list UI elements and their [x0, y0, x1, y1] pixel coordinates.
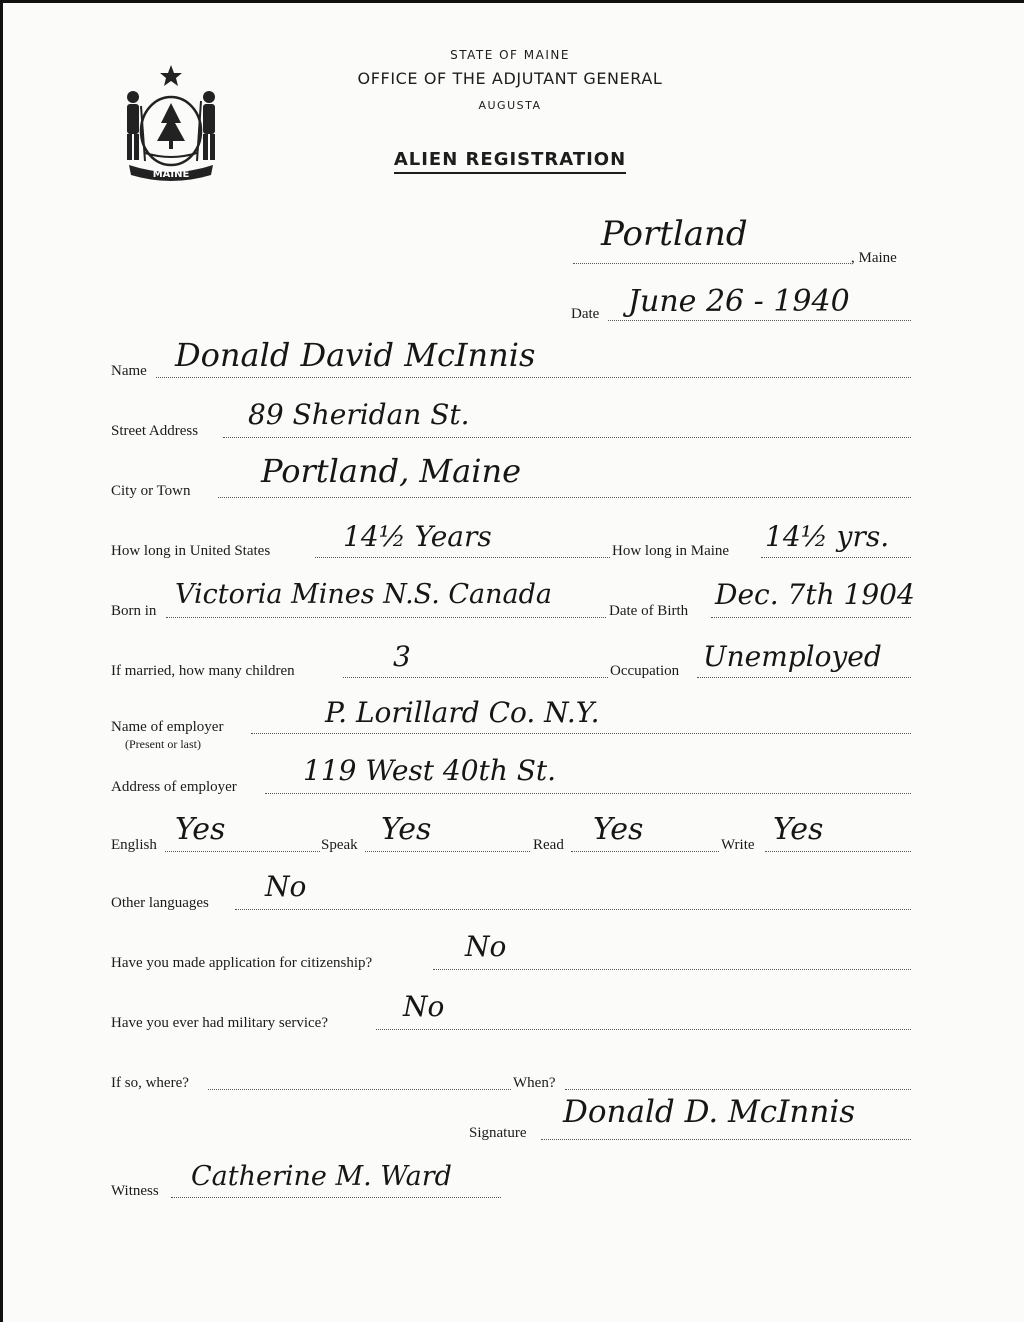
english-label: English: [111, 837, 157, 853]
military-line: [376, 1029, 911, 1030]
children-value: 3: [393, 640, 411, 673]
when-label: When?: [513, 1075, 556, 1091]
name-value: Donald David McInnis: [175, 336, 536, 374]
write-line: [765, 851, 911, 852]
date-label: Date: [571, 306, 600, 322]
street-label: Street Address: [111, 423, 199, 439]
employer-value: P. Lorillard Co. N.Y.: [325, 696, 600, 729]
occupation-line: [697, 677, 911, 678]
form-title: ALIEN REGISTRATION: [394, 149, 626, 174]
english-value: Yes: [175, 812, 226, 847]
signature-value: Donald D. McInnis: [563, 1094, 856, 1130]
read-line: [571, 851, 719, 852]
header-office: OFFICE OF THE ADJUTANT GENERAL: [357, 69, 663, 88]
city-label: City or Town: [111, 483, 191, 499]
signature-line: [541, 1139, 911, 1140]
how-long-us-line: [315, 557, 610, 558]
how-long-maine-label: How long in Maine: [612, 543, 730, 559]
citizenship-value: No: [465, 930, 507, 963]
born-in-value: Victoria Mines N.S. Canada: [175, 579, 552, 610]
born-in-label: Born in: [111, 603, 157, 619]
how-long-maine-value: 14½ yrs.: [765, 520, 890, 553]
children-line: [343, 677, 608, 678]
dob-value: Dec. 7th 1904: [715, 578, 915, 611]
name-label: Name: [111, 363, 147, 379]
other-languages-label: Other languages: [111, 895, 209, 911]
city-value: Portland, Maine: [261, 452, 522, 490]
date-value: June 26 - 1940: [628, 284, 850, 319]
employer-label: Name of employer: [111, 719, 224, 735]
employer-address-value: 119 West 40th St.: [303, 754, 557, 787]
employer-address-label: Address of employer: [111, 779, 237, 795]
header-city: AUGUSTA: [478, 99, 542, 112]
when-line: [565, 1089, 911, 1090]
children-label: If married, how many children: [111, 663, 295, 679]
witness-line: [171, 1197, 501, 1198]
witness-value: Catherine M. Ward: [191, 1161, 452, 1192]
other-languages-line: [235, 909, 911, 910]
how-long-us-label: How long in United States: [111, 543, 271, 559]
name-line: [156, 377, 911, 378]
employer-line: [251, 733, 911, 734]
place-value: Portland: [601, 214, 748, 254]
city-line: [218, 497, 911, 498]
dob-line: [711, 617, 911, 618]
header-state: STATE OF MAINE: [450, 48, 570, 62]
speak-value: Yes: [381, 812, 432, 847]
write-value: Yes: [773, 812, 824, 847]
signature-label: Signature: [469, 1125, 527, 1141]
street-value: 89 Sheridan St.: [248, 398, 470, 431]
employer-address-line: [265, 793, 911, 794]
dob-label: Date of Birth: [609, 603, 689, 619]
maine-label: , Maine: [851, 250, 897, 266]
speak-line: [365, 851, 530, 852]
military-label: Have you ever had military service?: [111, 1015, 328, 1031]
street-line: [223, 437, 911, 438]
how-long-us-value: 14½ Years: [343, 520, 492, 553]
citizenship-line: [433, 969, 911, 970]
if-so-where-line: [208, 1089, 511, 1090]
date-line: [608, 320, 911, 321]
employer-sublabel: (Present or last): [125, 737, 201, 751]
other-languages-value: No: [265, 870, 307, 903]
place-line: [573, 263, 851, 264]
military-value: No: [403, 990, 445, 1023]
witness-label: Witness: [111, 1183, 159, 1199]
speak-label: Speak: [321, 837, 358, 853]
citizenship-label: Have you made application for citizenship?: [111, 955, 373, 971]
how-long-maine-line: [761, 557, 911, 558]
if-so-where-label: If so, where?: [111, 1075, 189, 1091]
occupation-label: Occupation: [610, 663, 680, 679]
write-label: Write: [721, 837, 755, 853]
born-in-line: [166, 617, 606, 618]
english-line: [165, 851, 320, 852]
read-label: Read: [533, 837, 564, 853]
seal-text: MAINE: [152, 169, 190, 180]
read-value: Yes: [593, 812, 644, 847]
occupation-value: Unemployed: [703, 640, 882, 673]
